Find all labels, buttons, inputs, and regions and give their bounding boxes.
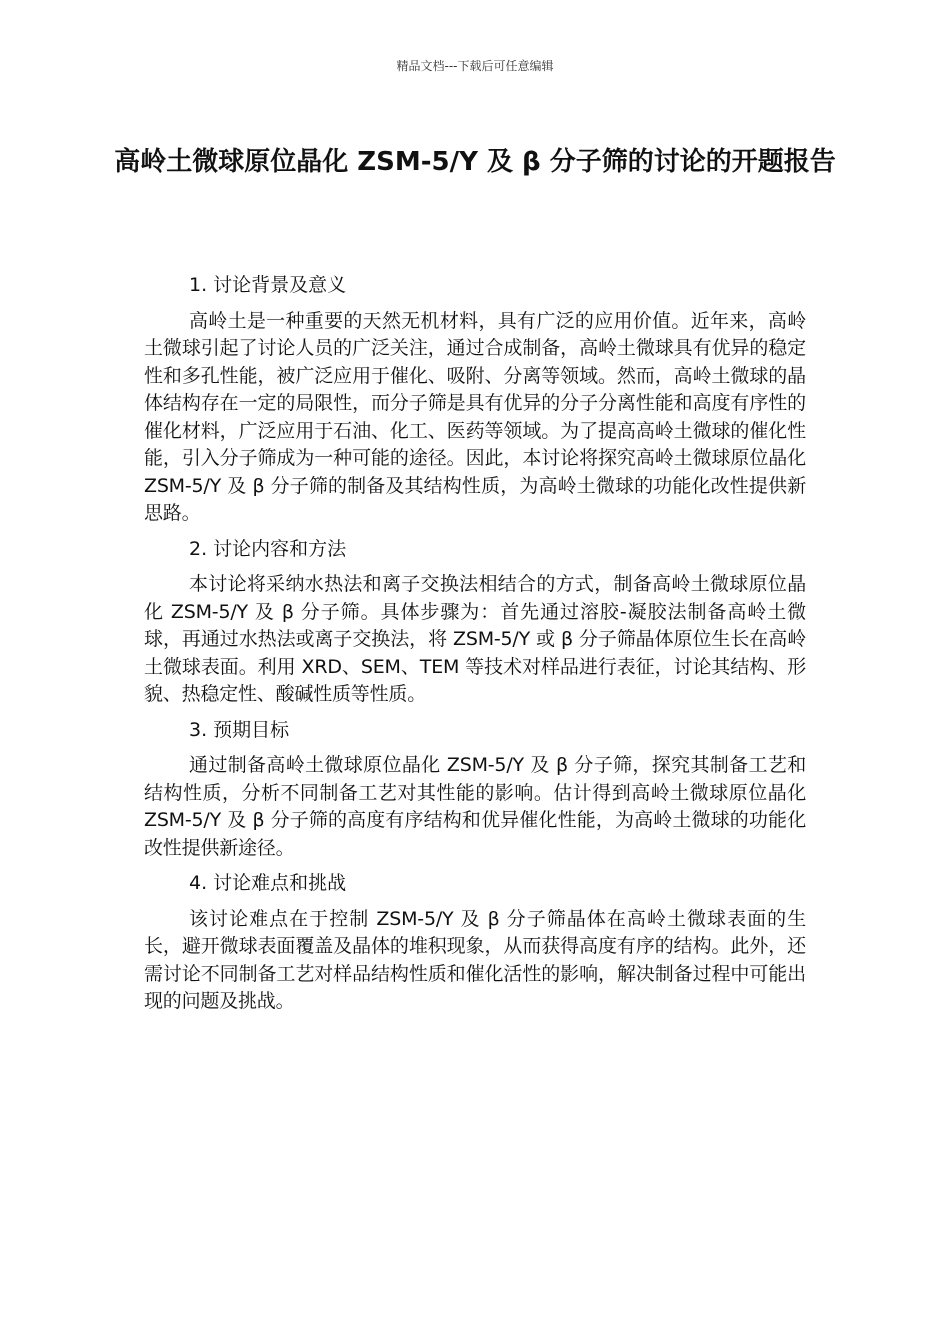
section-paragraph: 通过制备高岭土微球原位晶化 ZSM-5/Y 及 β 分子筛，探究其制备工艺和结构性质，分析不同制备工艺对其性能的影响。估计得到高岭土微球原位晶化 ZSM-5/Y 及 β 分子筛的高度有序结构和优异催化性能，为高岭土微球的功能化改性提供新途径。 — [144, 754, 806, 859]
section-heading: 1. 讨论背景及意义 — [189, 274, 347, 296]
section-expected-goals — [144, 717, 806, 863]
section-content-methods — [144, 536, 806, 709]
section-heading: 4. 讨论难点和挑战 — [189, 872, 347, 894]
section-heading: 3. 预期目标 — [189, 718, 290, 741]
section-paragraph: 本讨论将采纳水热法和离子交换法相结合的方式，制备高岭土微球原位晶化 ZSM-5/Y 及 β 分子筛。具体步骤为：首先通过溶胶-凝胶法制备高岭土微球，再通过水热法或离子交换法，将 ZSM-5/Y 或 β 分子筛晶体原位生长在高岭土微球表面。利用 XRD、SEM、TEM 等技术对样品进行表征，讨论其结构、形貌、热稳定性、酸碱性质等性质。 — [144, 573, 806, 705]
document-body — [144, 272, 806, 1024]
section-heading: 2. 讨论内容和方法 — [189, 537, 347, 560]
header-note: 精品文档---下载后可任意编辑 — [396, 59, 554, 73]
section-background — [144, 272, 806, 528]
section-paragraph: 高岭土是一种重要的天然无机材料，具有广泛的应用价值。近年来，高岭土微球引起了讨论人员的广泛关注，通过合成制备，高岭土微球具有优异的稳定性和多孔性能，被广泛应用于催化、吸附、分离等领域。然而，高岭土微球的晶体结构存在一定的局限性，而分子筛是具有优异的分子分离性能和高度有序性的催化材料，广泛应用于石油、化工、医药等领域。为了提高高岭土微球的催化性能，引入分子筛成为一种可能的途径。因此，本讨论将探究高岭土微球原位晶化 ZSM-5/Y 及 β 分子筛的制备及其结构性质，为高岭土微球的功能化改性提供新思路。 — [144, 309, 806, 524]
section-difficulties — [144, 870, 806, 1016]
section-paragraph: 该讨论难点在于控制 ZSM-5/Y 及 β 分子筛晶体在高岭土微球表面的生长，避开微球表面覆盖及晶体的堆积现象，从而获得高度有序的结构。此外，还需讨论不同制备工艺对样品结构性质和催化活性的影响，解决制备过程中可能出现的问题及挑战。 — [144, 907, 806, 1012]
document-title: 高岭土微球原位晶化 ZSM-5/Y 及 β 分子筛的讨论的开题报告 — [114, 147, 836, 177]
